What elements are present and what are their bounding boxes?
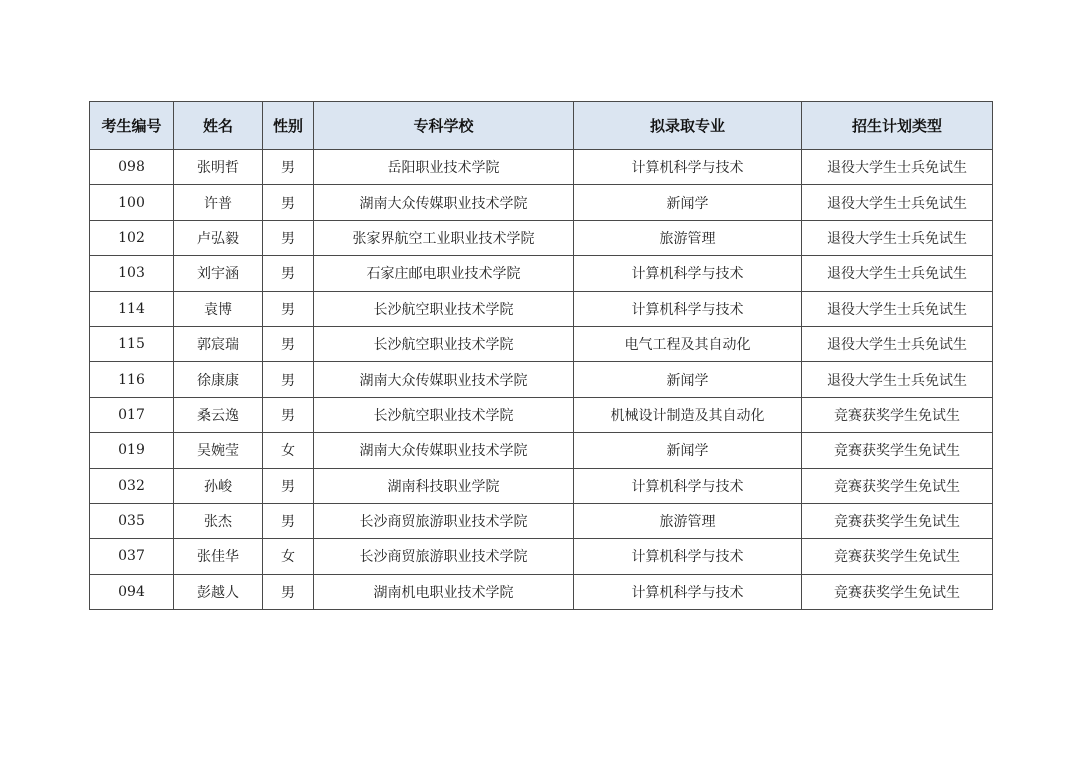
header-enrollment-plan-type: 招生计划类型 xyxy=(802,102,993,150)
cell-admitted-major: 旅游管理 xyxy=(574,503,802,538)
cell-name: 徐康康 xyxy=(174,362,263,397)
cell-name: 刘宇涵 xyxy=(174,256,263,291)
header-exam-id: 考生编号 xyxy=(90,102,174,150)
cell-name: 张明哲 xyxy=(174,150,263,185)
cell-name: 卢弘毅 xyxy=(174,220,263,255)
table-row xyxy=(90,220,993,255)
cell-enrollment-plan-type: 竞赛获奖学生免试生 xyxy=(802,433,993,468)
cell-college: 石家庄邮电职业技术学院 xyxy=(314,256,574,291)
table-row xyxy=(90,291,993,326)
cell-college: 长沙航空职业技术学院 xyxy=(314,326,574,361)
cell-gender: 男 xyxy=(263,185,314,220)
cell-gender: 女 xyxy=(263,433,314,468)
cell-gender: 男 xyxy=(263,256,314,291)
cell-admitted-major: 计算机科学与技术 xyxy=(574,539,802,574)
cell-exam-id: 103 xyxy=(90,256,174,291)
cell-exam-id: 037 xyxy=(90,539,174,574)
cell-exam-id: 116 xyxy=(90,362,174,397)
header-row xyxy=(90,102,993,150)
cell-name: 许普 xyxy=(174,185,263,220)
table-row xyxy=(90,539,993,574)
cell-exam-id: 115 xyxy=(90,326,174,361)
header-admitted-major: 拟录取专业 xyxy=(574,102,802,150)
cell-name: 袁博 xyxy=(174,291,263,326)
cell-enrollment-plan-type: 退役大学生士兵免试生 xyxy=(802,256,993,291)
cell-college: 长沙航空职业技术学院 xyxy=(314,397,574,432)
cell-enrollment-plan-type: 退役大学生士兵免试生 xyxy=(802,326,993,361)
cell-admitted-major: 计算机科学与技术 xyxy=(574,574,802,609)
admission-list-table-container xyxy=(89,101,993,610)
table-row xyxy=(90,468,993,503)
cell-admitted-major: 计算机科学与技术 xyxy=(574,256,802,291)
header-gender: 性别 xyxy=(263,102,314,150)
table-row xyxy=(90,150,993,185)
cell-enrollment-plan-type: 竞赛获奖学生免试生 xyxy=(802,397,993,432)
cell-college: 湖南机电职业技术学院 xyxy=(314,574,574,609)
cell-college: 长沙航空职业技术学院 xyxy=(314,291,574,326)
cell-gender: 男 xyxy=(263,150,314,185)
cell-gender: 男 xyxy=(263,468,314,503)
cell-enrollment-plan-type: 竞赛获奖学生免试生 xyxy=(802,539,993,574)
cell-college: 湖南大众传媒职业技术学院 xyxy=(314,362,574,397)
cell-enrollment-plan-type: 竞赛获奖学生免试生 xyxy=(802,468,993,503)
table-row xyxy=(90,574,993,609)
cell-admitted-major: 机械设计制造及其自动化 xyxy=(574,397,802,432)
cell-enrollment-plan-type: 退役大学生士兵免试生 xyxy=(802,150,993,185)
cell-gender: 男 xyxy=(263,326,314,361)
cell-college: 湖南大众传媒职业技术学院 xyxy=(314,185,574,220)
cell-admitted-major: 电气工程及其自动化 xyxy=(574,326,802,361)
cell-enrollment-plan-type: 退役大学生士兵免试生 xyxy=(802,185,993,220)
table-row xyxy=(90,256,993,291)
cell-enrollment-plan-type: 竞赛获奖学生免试生 xyxy=(802,574,993,609)
cell-admitted-major: 新闻学 xyxy=(574,185,802,220)
cell-enrollment-plan-type: 退役大学生士兵免试生 xyxy=(802,220,993,255)
table-row xyxy=(90,397,993,432)
table-row xyxy=(90,362,993,397)
cell-name: 张杰 xyxy=(174,503,263,538)
cell-exam-id: 032 xyxy=(90,468,174,503)
cell-name: 张佳华 xyxy=(174,539,263,574)
cell-exam-id: 114 xyxy=(90,291,174,326)
cell-college: 长沙商贸旅游职业技术学院 xyxy=(314,539,574,574)
cell-admitted-major: 计算机科学与技术 xyxy=(574,468,802,503)
header-college: 专科学校 xyxy=(314,102,574,150)
cell-admitted-major: 新闻学 xyxy=(574,362,802,397)
cell-gender: 女 xyxy=(263,539,314,574)
table-body xyxy=(90,150,993,610)
table-row xyxy=(90,503,993,538)
cell-admitted-major: 计算机科学与技术 xyxy=(574,150,802,185)
cell-enrollment-plan-type: 退役大学生士兵免试生 xyxy=(802,362,993,397)
cell-admitted-major: 新闻学 xyxy=(574,433,802,468)
cell-exam-id: 094 xyxy=(90,574,174,609)
cell-gender: 男 xyxy=(263,220,314,255)
admission-list-table xyxy=(89,101,993,610)
cell-name: 郭宸瑞 xyxy=(174,326,263,361)
cell-admitted-major: 旅游管理 xyxy=(574,220,802,255)
cell-exam-id: 019 xyxy=(90,433,174,468)
cell-gender: 男 xyxy=(263,362,314,397)
cell-gender: 男 xyxy=(263,291,314,326)
table-header xyxy=(90,102,993,150)
cell-exam-id: 102 xyxy=(90,220,174,255)
cell-name: 吴婉莹 xyxy=(174,433,263,468)
cell-gender: 男 xyxy=(263,574,314,609)
cell-college: 湖南科技职业学院 xyxy=(314,468,574,503)
cell-gender: 男 xyxy=(263,397,314,432)
cell-exam-id: 017 xyxy=(90,397,174,432)
cell-enrollment-plan-type: 退役大学生士兵免试生 xyxy=(802,291,993,326)
cell-name: 桑云逸 xyxy=(174,397,263,432)
cell-name: 彭越人 xyxy=(174,574,263,609)
table-row xyxy=(90,433,993,468)
cell-admitted-major: 计算机科学与技术 xyxy=(574,291,802,326)
table-row xyxy=(90,326,993,361)
cell-college: 长沙商贸旅游职业技术学院 xyxy=(314,503,574,538)
cell-college: 张家界航空工业职业技术学院 xyxy=(314,220,574,255)
cell-college: 岳阳职业技术学院 xyxy=(314,150,574,185)
cell-exam-id: 098 xyxy=(90,150,174,185)
cell-college: 湖南大众传媒职业技术学院 xyxy=(314,433,574,468)
cell-exam-id: 035 xyxy=(90,503,174,538)
cell-exam-id: 100 xyxy=(90,185,174,220)
table-row xyxy=(90,185,993,220)
cell-name: 孙峻 xyxy=(174,468,263,503)
cell-gender: 男 xyxy=(263,503,314,538)
header-name: 姓名 xyxy=(174,102,263,150)
cell-enrollment-plan-type: 竞赛获奖学生免试生 xyxy=(802,503,993,538)
